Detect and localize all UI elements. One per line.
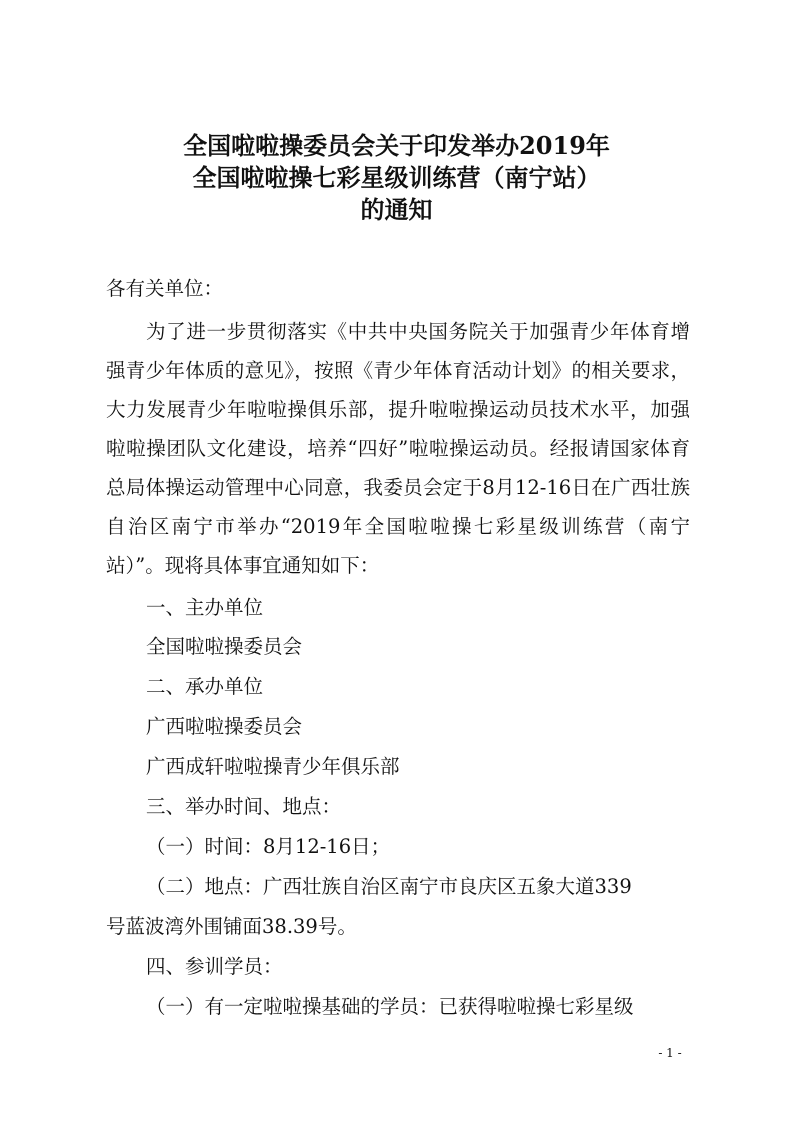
intro-paragraph: 为了进一步贯彻落实《中共中央国务院关于加强青少年体育增强青少年体质的意见》，按照《青少年体育活动计划》的相关要求，大力发展青少年啦啦操俱乐部，提升啦啦操运动员技术水平，加强啦啦操团队文化建设，培养“四好”啦啦操运动员。经报请国家体育总局体操运动管理中心同意，我委员会定于8月12-16日在广西壮族自治区南宁市举办“2019年全国啦啦操七彩星级训练营（南宁站）”。现将具体事宜通知如下： bbox=[106, 320, 690, 577]
section-2-heading: 二、承办单位 bbox=[146, 675, 264, 698]
title-line-1: 全国啦啦操委员会关于印发举办2019年 bbox=[183, 131, 610, 160]
section-3-place-line-1: （二）地点：广西壮族自治区南宁市良庆区五象大道339 bbox=[146, 875, 632, 898]
page-number: - 1 - bbox=[658, 1046, 682, 1060]
section-1-heading: 一、主办单位 bbox=[146, 596, 264, 619]
salutation: 各有关单位： bbox=[106, 277, 224, 300]
section-3-heading: 三、举办时间、地点： bbox=[146, 795, 342, 818]
section-3-time: （一）时间：8月12-16日； bbox=[146, 835, 391, 858]
title-line-2: 全国啦啦操七彩星级训练营（南宁站） bbox=[192, 163, 601, 192]
section-1-organizer: 全国啦啦操委员会 bbox=[146, 635, 303, 658]
title-line-3: 的通知 bbox=[360, 195, 433, 224]
section-4-heading: 四、参训学员： bbox=[146, 955, 283, 978]
section-2-organizer-2: 广西成轩啦啦操青少年俱乐部 bbox=[146, 755, 400, 778]
section-2-organizer-1: 广西啦啦操委员会 bbox=[146, 715, 303, 738]
section-3-place-line-2: 号蓝波湾外围铺面38.39号。 bbox=[106, 915, 357, 938]
section-4-item-1: （一）有一定啦啦操基础的学员：已获得啦啦操七彩星级 bbox=[146, 995, 634, 1018]
